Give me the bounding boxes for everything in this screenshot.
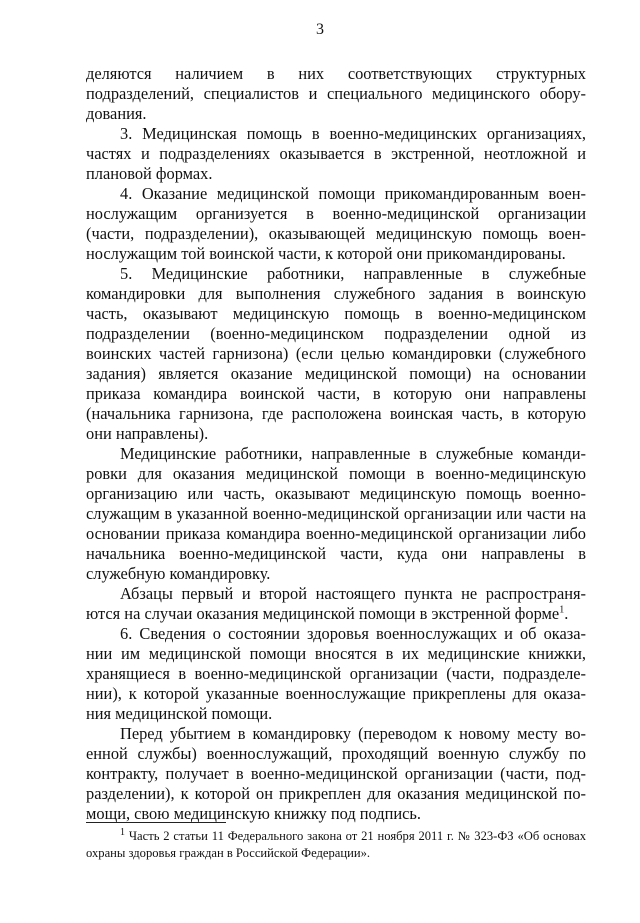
text-line: приказа командира воинской части, в которую они направлены — [86, 384, 586, 403]
text-line: енной службы) военнослужащий, проходящий военную службу по — [86, 744, 586, 763]
text-line: основании приказа командира военно-медицинской организации либо — [86, 524, 586, 543]
text-line: организацию или часть, оказывают медицинскую помощь военно- — [86, 484, 586, 503]
paragraph-6-start: 6. Сведения о состоянии здоровья военнослужащих и об оказа- — [120, 624, 586, 643]
footnote-text: Часть 2 статьи 11 Федерального закона от 21 ноября 2011 г. № 323-ФЗ «Об основах — [128, 829, 586, 843]
text-line: командировки для выполнения служебного задания в воинскую — [86, 284, 586, 303]
text-line: разделении), к которой он прикреплен для оказания медицинской по- — [86, 784, 586, 803]
text-line: мощи, свою медицинскую книжку под подпись. — [86, 804, 422, 823]
text-line: деляются наличием в них соответствующих структурных — [86, 64, 586, 83]
text-line: воинских частей гарнизона) (если целью командировки (служебного — [86, 344, 586, 363]
text-line: начальника военно-медицинской части, куда они направлены в — [86, 544, 586, 563]
text-line: часть, оказывают медицинскую помощь в военно-медицинском — [86, 304, 586, 323]
footnote-reference: 1 — [559, 604, 565, 616]
text-line: (части, подразделении), оказывающей медицинскую помощь воен- — [86, 224, 586, 243]
page-number: 3 — [316, 21, 324, 38]
text-line: ния медицинской помощи. — [86, 704, 273, 723]
text-line: (начальника гарнизона, где расположена воинская часть, в которую — [86, 404, 586, 423]
text-line: нослужащим организуется в военно-медицинской организации — [86, 204, 586, 223]
footnote — [86, 828, 586, 862]
text-line: подразделений, специалистов и специального медицинского обору- — [86, 84, 586, 103]
text-line: нии), к которой указанные военнослужащие прикреплены для оказа- — [86, 684, 586, 703]
text-line: служащим в указанной военно-медицинской организации или части на — [86, 504, 586, 523]
text-line: ровки для оказания медицинской помощи в военно-медицинскую — [86, 464, 586, 483]
text-line: они направлены). — [86, 424, 209, 443]
document-body — [86, 64, 586, 824]
footnote-line — [86, 828, 586, 845]
text-line: нослужащим той воинской части, к которой они прикомандированы. — [86, 244, 566, 263]
text-line: дования. — [86, 104, 147, 123]
text-line: хранящиеся в военно-медицинской организации (части, подразделе- — [86, 664, 586, 683]
text-line: плановой формах. — [86, 164, 213, 183]
text-line: задания) является оказание медицинской помощи) на основании — [86, 364, 586, 383]
paragraph-3-start: 3. Медицинская помощь в военно-медицинских организациях, — [120, 124, 586, 143]
text-line: контракту, получает в военно-медицинской организации (части, под- — [86, 764, 586, 783]
text-line: ются на случаи оказания медицинской помощи в экстренной форме — [86, 604, 560, 623]
footnote-divider — [86, 822, 226, 823]
text-line: нии им медицинской помощи вносятся в их медицинские книжки, — [86, 644, 586, 663]
paragraph-start: Перед убытием в командировку (переводом к новому месту во- — [120, 724, 586, 743]
paragraph-start: Медицинские работники, направленные в служебные команди- — [120, 444, 586, 463]
sentence-end: . — [564, 604, 569, 623]
paragraph-start: Абзацы первый и второй настоящего пункта не распространя- — [120, 584, 586, 603]
paragraph-4-start: 4. Оказание медицинской помощи прикомандированным воен- — [120, 184, 586, 203]
footnote-marker: 1 — [120, 826, 125, 838]
text-line: подразделении (военно-медицинском подразделении одной из — [86, 324, 586, 343]
text-line: служебную командировку. — [86, 564, 271, 583]
text-line: частях и подразделениях оказывается в экстренной, неотложной и — [86, 144, 586, 163]
paragraph-5-start: 5. Медицинские работники, направленные в служебные — [120, 264, 586, 283]
footnote-line: охраны здоровья граждан в Российской Федерации». — [86, 846, 371, 860]
text-line-with-footnote — [86, 604, 586, 624]
